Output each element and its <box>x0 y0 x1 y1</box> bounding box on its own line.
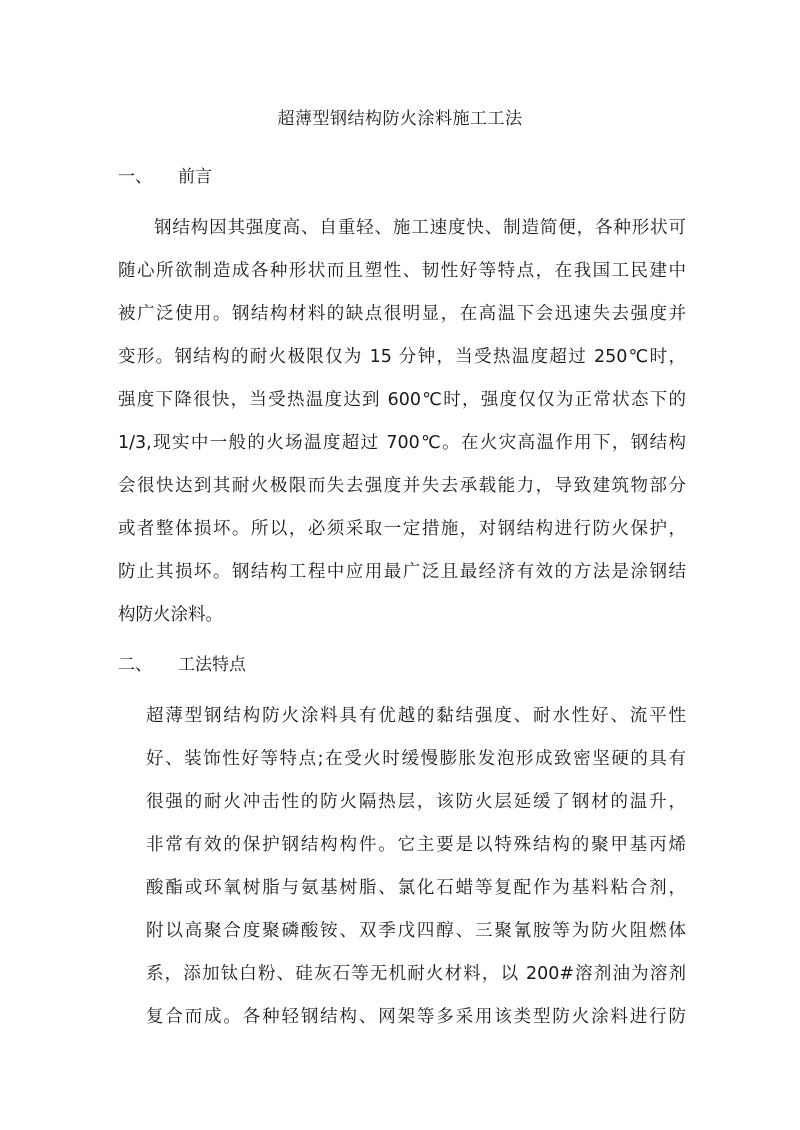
section-title: 前言 <box>178 167 212 187</box>
paragraph-line: 1/3,现实中一般的火场温度超过 700℃。在火灾高温作用下，钢结构 <box>118 433 686 453</box>
section-heading-preface <box>118 162 212 187</box>
paragraph-line: 很强的耐火冲击性的防火隔热层，该防火层延缓了钢材的温升， <box>146 792 686 812</box>
paragraph-line: 酸酯或环氧树脂与氨基树脂、氯化石蜡等复配作为基料粘合剂， <box>146 878 686 898</box>
paragraph-line: 非常有效的保护钢结构构件。它主要是以特殊结构的聚甲基丙烯 <box>146 835 686 855</box>
paragraph-line: 或者整体损坏。所以，必须采取一定措施，对钢结构进行防火保护， <box>118 519 686 539</box>
section-number: 一、 <box>118 167 152 187</box>
paragraph-line: 复合而成。各种轻钢结构、网架等多采用该类型防火涂料进行防 <box>146 1007 686 1027</box>
paragraph-line: 防止其损坏。钢结构工程中应用最广泛且最经济有效的方法是涂钢结 <box>118 562 686 582</box>
paragraph-line: 构防火涂料。 <box>118 605 223 625</box>
section-heading-features <box>118 650 246 675</box>
section-number: 二、 <box>118 655 152 675</box>
paragraph-line: 好、装饰性好等特点;在受火时缓慢膨胀发泡形成致密坚硬的具有 <box>146 749 686 769</box>
document-title: 超薄型钢结构防火涂料施工工法 <box>277 109 523 129</box>
paragraph-line: 附以高聚合度聚磷酸铵、双季戊四醇、三聚氰胺等为防火阻燃体 <box>146 921 686 941</box>
paragraph-line: 随心所欲制造成各种形状而且塑性、韧性好等特点，在我国工民建中 <box>118 261 686 281</box>
paragraph-line: 被广泛使用。钢结构材料的缺点很明显，在高温下会迅速失去强度并 <box>118 304 686 324</box>
paragraph-line: 钢结构因其强度高、自重轻、施工速度快、制造简便，各种形状可 <box>154 218 686 238</box>
paragraph-line: 变形。钢结构的耐火极限仅为 15 分钟，当受热温度超过 250℃时， <box>118 347 686 367</box>
paragraph-line: 强度下降很快，当受热温度达到 600℃时，强度仅仅为正常状态下的 <box>118 390 686 410</box>
paragraph-line: 超薄型钢结构防火涂料具有优越的黏结强度、耐水性好、流平性 <box>146 706 686 726</box>
paragraph-line: 系，添加钛白粉、硅灰石等无机耐火材料，以 200#溶剂油为溶剂 <box>146 964 686 984</box>
paragraph-line: 会很快达到其耐火极限而失去强度并失去承载能力，导致建筑物部分 <box>118 476 686 496</box>
section-title: 工法特点 <box>178 655 246 675</box>
